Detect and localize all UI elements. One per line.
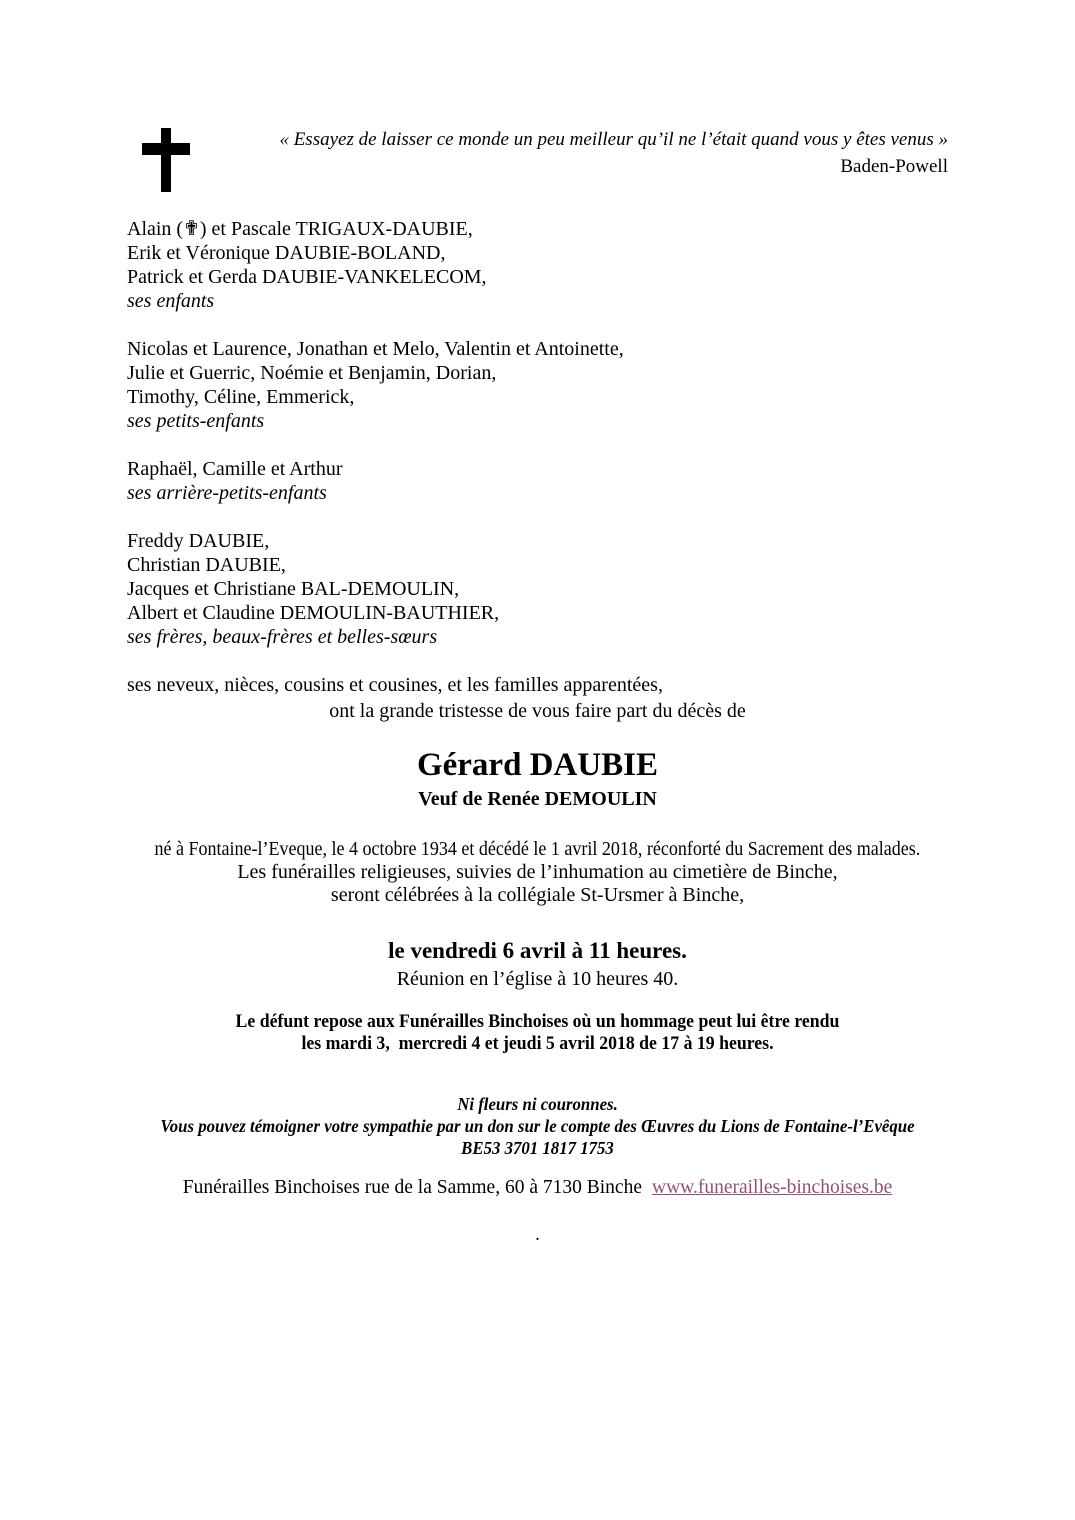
quote-author: Baden-Powell <box>840 156 948 177</box>
no-flowers-line: Ni fleurs ni couronnes. <box>457 1094 618 1114</box>
visitation-block <box>0 1011 1075 1055</box>
visitation-line: Le défunt repose aux Funérailles Binchoises où un hommage peut lui être rendu <box>235 1012 840 1032</box>
funeral-home-link[interactable]: www.funerailles-binchoises.be <box>651 1177 893 1198</box>
family-line: Patrick et Gerda DAUBIE-VANKELECOM, <box>127 266 487 288</box>
trailing-dot: . <box>535 1224 540 1245</box>
family-block-grandchildren <box>127 337 663 433</box>
quote-text: « Essayez de laisser ce monde un peu meilleur qu’il ne l’était quand vous y êtes venus » <box>279 129 948 150</box>
latin-cross-icon <box>141 127 191 193</box>
funeral-line: Les funérailles religieuses, suivies de l’inhumation au cimetière de Binche, <box>237 861 838 883</box>
family-line: Freddy DAUBIE, <box>127 530 270 552</box>
family-line: Christian DAUBIE, <box>127 554 286 576</box>
family-line: Erik et Véronique DAUBIE-BOLAND, <box>127 242 446 264</box>
family-block-great-grandchildren <box>127 457 663 505</box>
bank-account-line: BE53 3701 1817 1753 <box>461 1138 614 1158</box>
deceased-block <box>0 746 1075 812</box>
family-line: Albert et Claudine DEMOULIN-BAUTHIER, <box>127 602 500 624</box>
ceremony-meeting-line: Réunion en l’église à 10 heures 40. <box>396 968 679 990</box>
deceased-subtitle: Veuf de Renée DEMOULIN <box>418 788 657 810</box>
birth-death-line: né à Fontaine-l’Eveque, le 4 octobre 1934 et décédé le 1 avril 2018, réconforté du Sacrement des malades. <box>154 838 921 860</box>
donation-block <box>0 1093 1075 1159</box>
family-line: Jacques et Christiane BAL-DEMOULIN, <box>127 578 460 600</box>
relation-label-siblings: ses frères, beaux-frères et belles-sœurs <box>127 626 438 648</box>
family-block-children <box>127 217 663 313</box>
family-line: Timothy, Céline, Emmerick, <box>127 386 355 408</box>
family-line: Raphaël, Camille et Arthur <box>127 458 343 480</box>
relation-label-children: ses enfants <box>127 290 215 312</box>
donation-line: Vous pouvez témoigner votre sympathie par un don sur le compte des Œuvres du Lions de Fontaine-l’Evêque <box>160 1116 915 1136</box>
family-block-siblings <box>127 529 663 649</box>
funeral-details <box>0 838 1075 907</box>
relation-label-grandchildren: ses petits-enfants <box>127 410 265 432</box>
funeral-home-address: Funérailles Binchoises rue de la Samme, 60 à 7130 Binche <box>182 1177 642 1198</box>
church-line: seront célébrées à la collégiale St-Ursmer à Binche, <box>330 884 745 906</box>
footer-block <box>0 1176 1075 1200</box>
ceremony-block <box>0 936 1075 992</box>
relatives-line: ses neveux, nièces, cousins et cousines, et les familles apparentées, <box>127 674 663 696</box>
deceased-name: Gérard DAUBIE <box>416 747 659 783</box>
family-line: Julie et Guerric, Noémie et Benjamin, Dorian, <box>127 362 497 384</box>
relation-label-great-grandchildren: ses arrière-petits-enfants <box>127 482 327 504</box>
family-line: Nicolas et Laurence, Jonathan et Melo, Valentin et Antoinette, <box>127 338 624 360</box>
family-section <box>127 217 663 697</box>
ceremony-date-line: le vendredi 6 avril à 11 heures. <box>388 938 687 963</box>
family-line: Alain (✟) et Pascale TRIGAUX-DAUBIE, <box>127 218 473 240</box>
quote-block <box>279 126 948 180</box>
visitation-line: les mardi 3, mercredi 4 et jeudi 5 avril 2018 de 17 à 19 heures. <box>301 1034 774 1054</box>
announcement-line: ont la grande tristesse de vous faire part du décès de <box>329 700 746 722</box>
